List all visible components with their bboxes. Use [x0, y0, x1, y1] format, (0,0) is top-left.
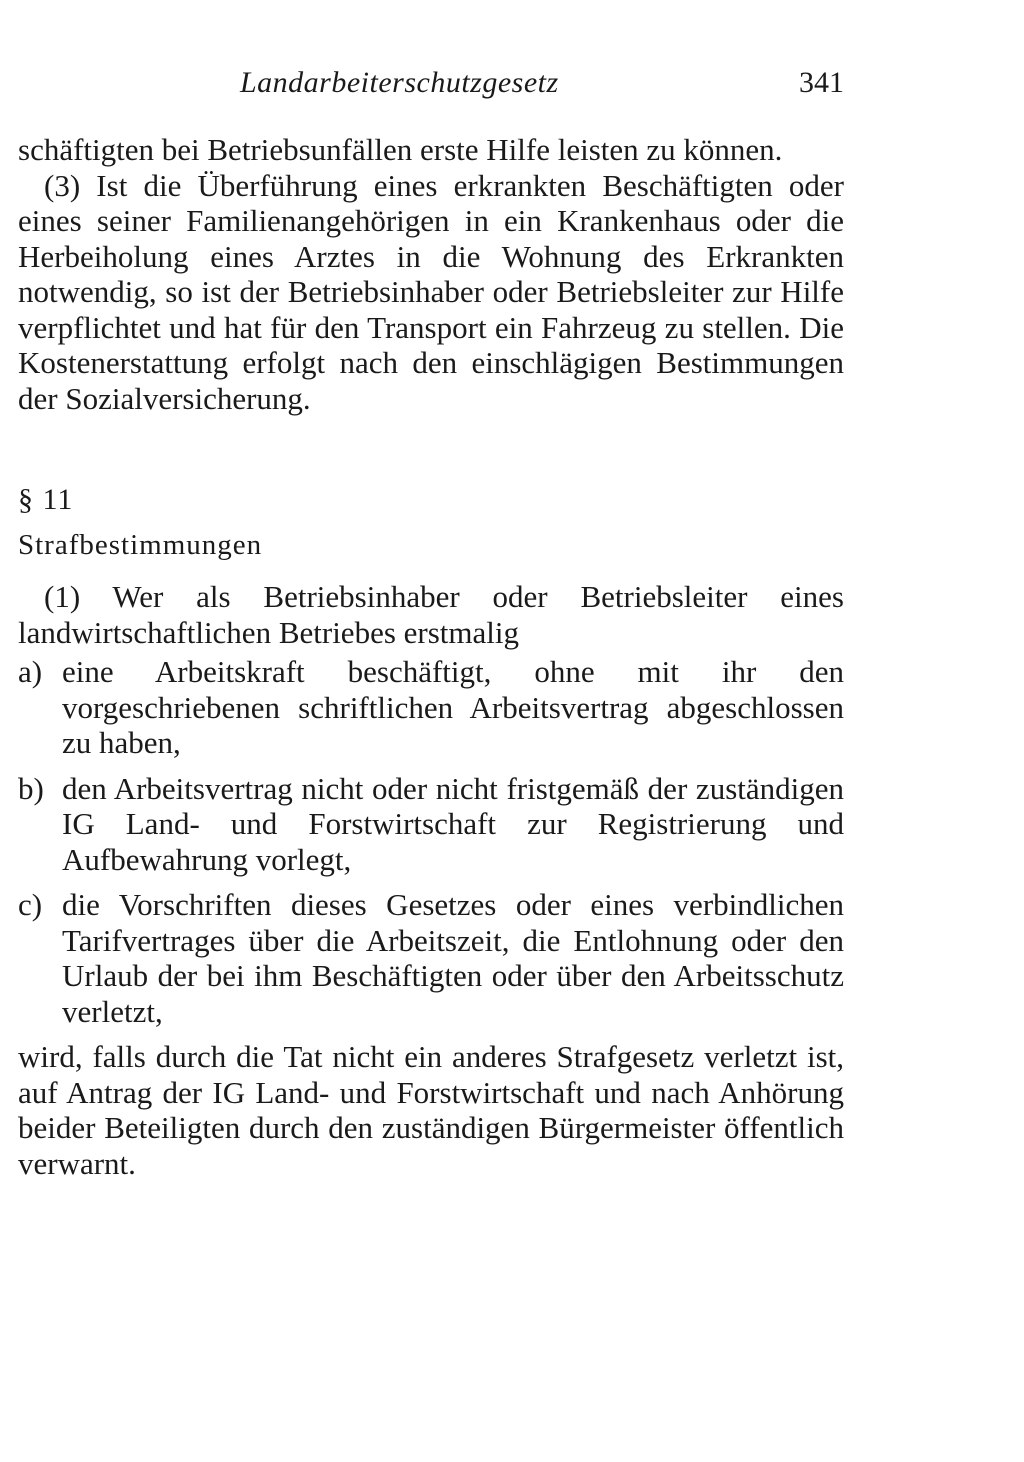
- closing-paragraph: wird, falls durch die Tat nicht ein anderes Strafgesetz verletzt ist, auf Antrag der IG Land- und Forstwirtschaft und nach Anhörung beider Beteiligten durch den zuständigen Bürgermeister öffentlich verwarnt.: [18, 1039, 844, 1181]
- section-title: Strafbestimmungen: [18, 528, 263, 561]
- page-body: [18, 132, 844, 1181]
- list-marker: b): [18, 770, 44, 806]
- list-marker: a): [18, 654, 43, 689]
- list-item-text: den Arbeitsvertrag nicht oder nicht fristgemäß der zuständigen IG Land- und Forstwirtschaft zur Registrierung und Aufbewahrung vorlegt,: [62, 770, 844, 877]
- list-item: [18, 654, 844, 761]
- paragraph-1: (1) Wer als Betriebsinhaber oder Betriebsleiter eines landwirtschaftlichen Betriebes erstmalig: [18, 579, 844, 650]
- paragraph-3: (3) Ist die Überführung eines erkrankten Beschäftigten oder eines seiner Familienangehörigen in ein Krankenhaus oder die Herbeiholung eines Arztes in die Wohnung des Erkrankten notwendig, so ist der Betriebsinhaber oder Betriebsleiter zur Hilfe verpflichtet und hat für den Transport ein Fahrzeug zu stellen. Die Kostenerstattung erfolgt nach den einschlägigen Bestimmungen der Sozialversicherung.: [18, 167, 844, 416]
- list-item-text: die Vorschriften dieses Gesetzes oder eines verbindlichen Tarifvertrages über die Arbeitszeit, die Entlohnung oder den Urlaub der bei ihm Beschäftigten oder über den Arbeitsschutz verletzt,: [62, 887, 844, 1029]
- list-item: [18, 771, 844, 878]
- list-marker: c): [18, 887, 43, 922]
- section-number: § 11: [18, 483, 74, 516]
- page-number: 341: [799, 66, 844, 99]
- list-item: [18, 887, 844, 1029]
- running-title: Landarbeiterschutzgesetz: [240, 66, 559, 99]
- continuation-paragraph: schäftigten bei Betriebsunfällen erste Hilfe leisten zu können.: [18, 132, 783, 167]
- page-header: [18, 66, 844, 106]
- offense-list: [18, 654, 844, 1029]
- list-item-text: eine Arbeitskraft beschäftigt, ohne mit ihr den vorgeschriebenen schriftlichen Arbeitsvertrag abgeschlossen zu haben,: [62, 654, 844, 760]
